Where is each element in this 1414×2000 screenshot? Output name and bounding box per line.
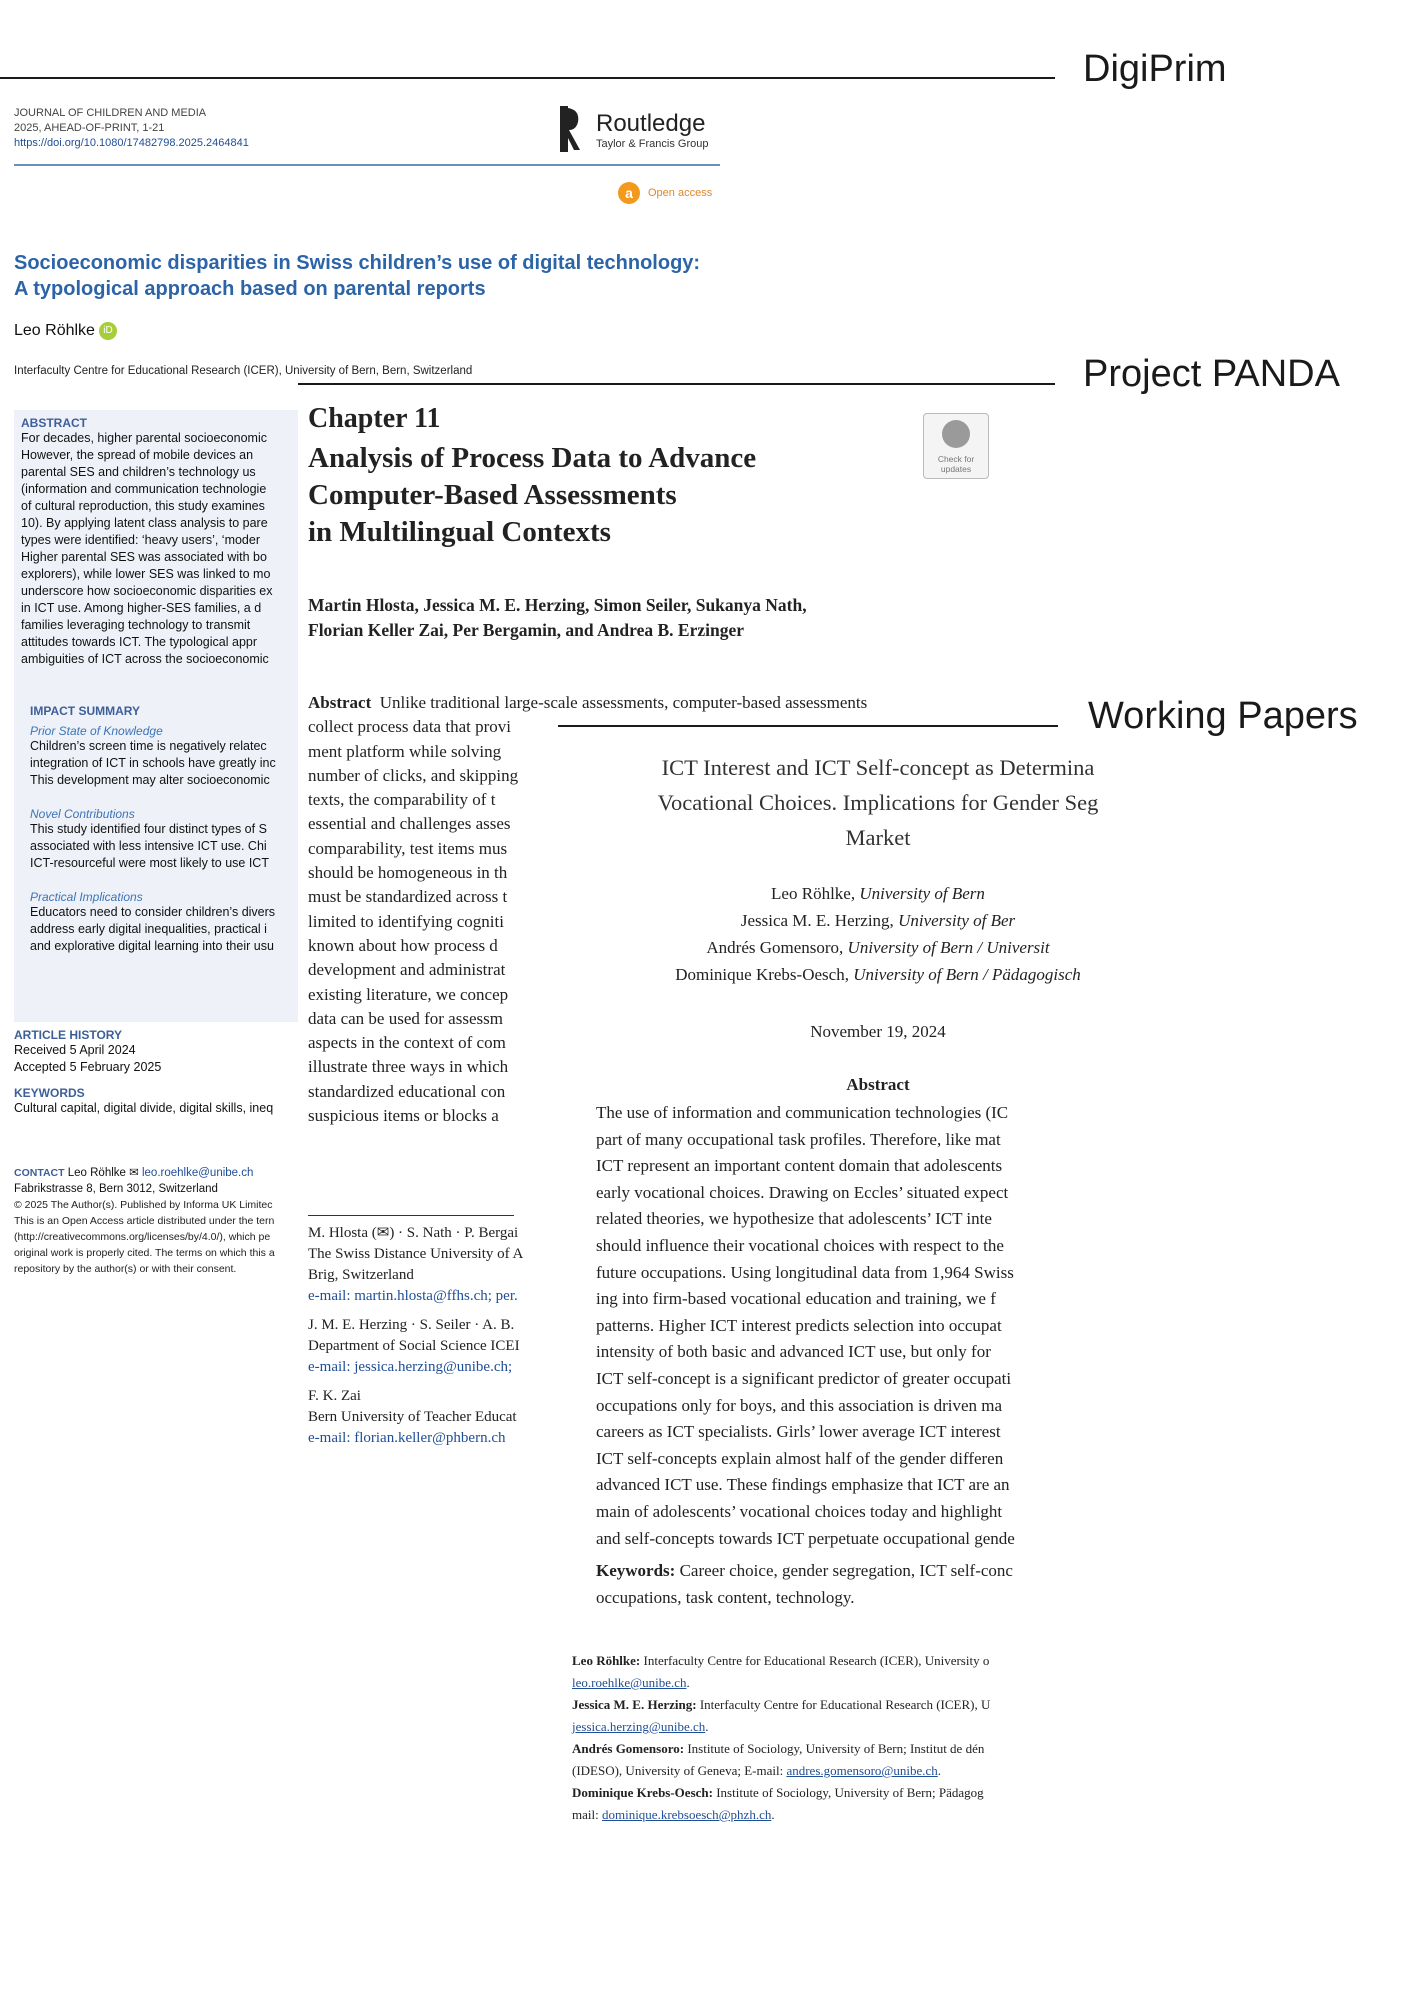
abstract-text: For decades, higher parental socioeconomic However, the spread of mobile devices an parental SES and children’s technology us (information and communication technologie of cultural reproduction, this study examines 10). By applying latent class analysis to pare types were identified: ‘heavy users’, ‘moder Higher parental SES was associated with bo explorers), while lower SES was linked to mo underscore how socioeconomic disparities ex in ICT use. Among higher-SES families, a d families leveraging technology to transmit attitudes towards ICT. The typological appr ambiguities of ICT across the socioeconomic xyxy=(21,431,273,666)
working-paper-abstract: The use of information and communication technologies (IC part of many occupational task profiles. Therefore, like mat ICT represent an important content domain that adolescents early vocational choices. Drawing on Eccles’ situated expect related theories, we hypothesize that adolescents’ ICT inte should influence their vocational choices with respect to the future occupations. Using longitudinal data from 1,964 Swiss ing into firm-based vocational education and training, we f patterns. Higher ICT interest predicts selection into occupat intensity of both basic and advanced ICT use, but only for ICT self-concept is a significant predictor of greater occupati occupations only for boys, and this association is driven ma careers as ICT specialists. Girls’ lower average ICT interest ICT self-concepts explain almost half of the gender differen advanced ICT use. These findings emphasize that ICT are an main of adolescents’ vocational choices today and highlight and self-concepts towards ICT perpetuate occupational gende Keywords: Career choice, gender segregation, ICT self-conc occupations, task content, technology. xyxy=(596,1103,1015,1607)
contact-email[interactable]: leo.roehlke@unibe.ch xyxy=(141,1167,254,1179)
accepted-date: Accepted 5 February 2025 xyxy=(14,1060,162,1074)
open-access-badge[interactable]: a Open access xyxy=(618,182,712,204)
paper-working-paper xyxy=(558,728,1099,1828)
keywords-heading: KEYWORDS xyxy=(14,1086,85,1100)
footnote-email[interactable]: e-mail: florian.keller@phbern.ch xyxy=(308,1430,506,1446)
routledge-logo xyxy=(560,106,730,156)
practical-implications-heading: Practical Implications xyxy=(30,890,143,904)
article-author: Leo Röhlke iD xyxy=(14,322,117,340)
section-label-working-papers: Working Papers xyxy=(1088,695,1358,737)
abstract-sidebar: ABSTRACT For decades, higher parental socioeconomic However, the spread of mobile devices an parental SES and children’s technology us (information and communication technologie of cultural reproduction, this study examines 10). By applying latent class analysis to pare types were identified: ‘heavy users’, ‘moder Higher parental SES was associated with bo explorers), while lower SES was linked to mo underscore how socioeconomic disparities ex in ICT use. Among higher-SES families, a d families leveraging technology to transmit attitudes towards ICT. The typological appr ambiguities of ICT across the socioeconomic IMPACT SUMMARY Prior State of Knowledge Children’s screen time is negatively relatec integration of ICT in schools have greatly inc This development may alter socioeconomic Novel Contributions This study identified four distinct types of S associated with less intensive ICT use. Chi ICT-resourceful were most likely to use ICT Practical Implications Educators need to consider children’s divers address early digital inequalities, practical i and explorative digital learning into their usu xyxy=(14,410,310,1022)
footnote-email[interactable]: jessica.herzing@unibe.ch xyxy=(572,1719,706,1734)
journal-name: JOURNAL OF CHILDREN AND MEDIA xyxy=(14,107,207,119)
doi-link[interactable]: https://doi.org/10.1080/17482798.2025.2464841 xyxy=(14,137,249,149)
working-paper-authors: Leo Röhlke, University of Bern Jessica M. E. Herzing, University of Ber Andrés Gomensoro, University of Bern / Universit Dominique Krebs-Oesch, University of Bern / Pädagogisch xyxy=(675,884,1081,984)
orcid-icon[interactable]: iD xyxy=(99,322,117,340)
rule-working-papers xyxy=(558,725,1058,727)
keywords-text: Cultural capital, digital divide, digital skills, ineq xyxy=(14,1101,274,1115)
check-for-updates-icon xyxy=(942,420,970,448)
footnote-divider xyxy=(308,1215,514,1216)
novel-contributions-heading: Novel Contributions xyxy=(30,807,135,821)
footnote-email[interactable]: e-mail: jessica.herzing@unibe.ch; xyxy=(308,1359,513,1375)
email-icon: ✉ xyxy=(129,1167,139,1179)
contact-label: CONTACT xyxy=(14,1167,65,1179)
chapter-abstract: Abstract Unlike traditional large-scale assessments, computer-based assessments collect process data that provi ment platform while solving number of clicks, and skipping texts, the comparability of t essential and challenges asses comparability, test items mus should be homogeneous in th must be standardized across t limited to identifying cogniti known about how process d development and administrat existing literature, we concep data can be used for assessm aspects in the context of com illustrate three ways in which standardized educational con suspicious items or blocks a xyxy=(308,693,868,1126)
article-history-heading: ARTICLE HISTORY xyxy=(14,1028,123,1042)
section-label-panda: Project PANDA xyxy=(1083,353,1340,395)
received-date: Received 5 April 2024 xyxy=(14,1043,136,1057)
publisher-subname: Taylor & Francis Group xyxy=(596,138,709,150)
rule-digiprim xyxy=(0,77,1055,79)
footnote-email[interactable]: leo.roehlke@unibe.ch xyxy=(572,1675,687,1690)
check-for-updates-badge[interactable]: Check for updates xyxy=(923,413,989,479)
contact-name: Leo Röhlke xyxy=(67,1167,126,1179)
chapter-number: Chapter 11 xyxy=(308,403,441,434)
working-paper-abstract-heading: Abstract xyxy=(846,1075,910,1094)
contact-block: CONTACT Leo Röhlke ✉ leo.roehlke@unibe.ch Fabrikstrasse 8, Bern 3012, Switzerland © 2025 The Author(s). Published by Informa UK Limitec This is an Open Access article distributed under the tern (http://creativecommons.org/licenses/by/4.0/), which pe original work is properly cited. The terms on which this a repository by the author(s) or with their consent. xyxy=(14,1165,310,1277)
routledge-logo-icon xyxy=(560,106,582,152)
author-affiliation: Interfaculty Centre for Educational Research (ICER), University of Bern, Bern, Switzerland xyxy=(14,365,473,377)
impact-summary-heading: IMPACT SUMMARY xyxy=(30,704,140,718)
abstract-heading: ABSTRACT xyxy=(21,416,87,430)
footnote-email[interactable]: andres.gomensoro@unibe.ch xyxy=(786,1763,938,1778)
publisher-name: Routledge xyxy=(596,110,706,137)
contact-address: Fabrikstrasse 8, Bern 3012, Switzerland xyxy=(14,1183,218,1195)
journal-issue: 2025, AHEAD-OF-PRINT, 1-21 xyxy=(14,122,165,134)
article-history xyxy=(14,1028,310,1117)
working-paper-title: ICT Interest and ICT Self-concept as Determina Vocational Choices. Implications for Gender Seg Market xyxy=(657,755,1099,850)
section-label-digiprim: DigiPrim xyxy=(1083,48,1227,90)
header-divider xyxy=(14,164,720,166)
chapter-footnotes: M. Hlosta (✉) · S. Nath · P. Bergai The Swiss Distance University of A Brig, Switzerland e-mail: martin.hlosta@ffhs.ch; per. J. M. E. Herzing · S. Seiler · A. B. Department of Social Science ICEI e-mail: jessica.herzing@unibe.ch; F. K. Zai Bern University of Teacher Educat e-mail: florian.keller@phbern.ch xyxy=(308,1223,548,1449)
working-paper-footnotes: Leo Röhlke: Interfaculty Centre for Educational Research (ICER), University o leo.roehlke@unibe.ch. Jessica M. E. Herzing: Interfaculty Centre for Educational Research (ICER), U jessica.herzing@unibe.ch. Andrés Gomensoro: Institute of Sociology, University of Bern; Institut de dén (IDESO), University of Geneva; E-mail: andres.gomensoro@unibe.ch. Dominique Krebs-Oesch: Institute of Sociology, University of Bern; Pädagog mail: dominique.krebsoesch@phzh.ch. xyxy=(572,1653,991,1822)
working-paper-date: November 19, 2024 xyxy=(810,1022,946,1041)
footnote-email[interactable]: e-mail: martin.hlosta@ffhs.ch; per. xyxy=(308,1288,518,1304)
article-title: Socioeconomic disparities in Swiss children’s use of digital technology: A typological approach based on parental reports xyxy=(14,252,701,300)
open-access-icon: a xyxy=(618,182,640,204)
prior-knowledge-heading: Prior State of Knowledge xyxy=(30,724,163,738)
footnote-email[interactable]: dominique.krebsoesch@phzh.ch xyxy=(601,1807,772,1822)
chapter-authors: Martin Hlosta, Jessica M. E. Herzing, Simon Seiler, Sukanya Nath, Florian Keller Zai, Per Bergamin, and Andrea B. Erzinger xyxy=(308,595,807,640)
journal-header xyxy=(14,106,249,151)
chapter-title: Analysis of Process Data to Advance Computer-Based Assessments in Multilingual Contexts xyxy=(308,442,757,548)
